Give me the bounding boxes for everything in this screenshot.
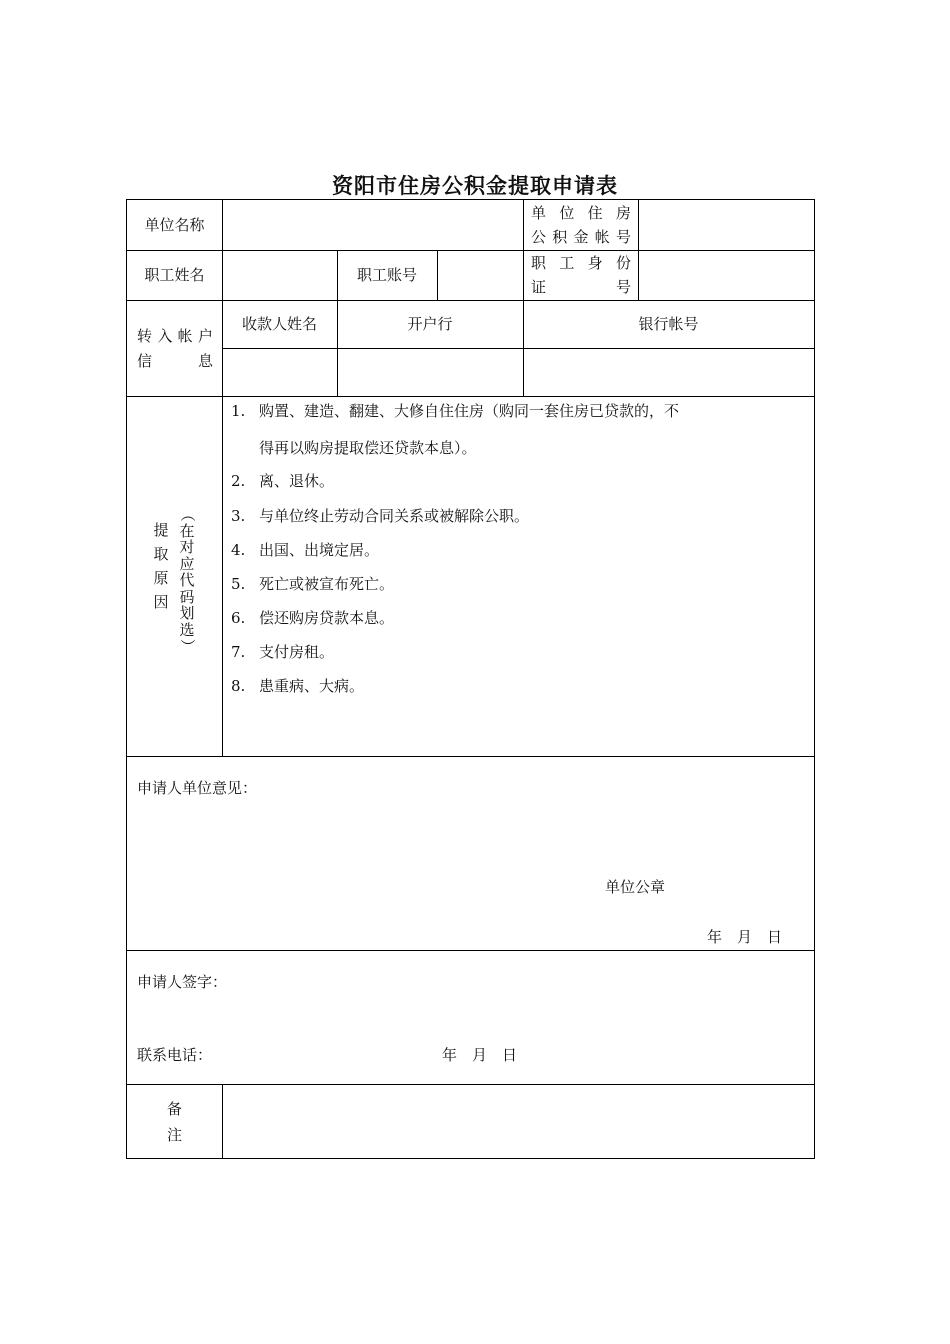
form-title: 资阳市住房公积金提取申请表 <box>332 173 618 198</box>
column-divider <box>222 396 223 756</box>
reason-item[interactable]: 7. 支付房租。 <box>231 643 335 661</box>
reason-item[interactable]: 4. 出国、出境定居。 <box>231 541 380 559</box>
applicant-date: 年 月 日 <box>442 1046 518 1064</box>
applicant-signature-field[interactable] <box>237 971 537 993</box>
contact-phone-label: 联系电话： <box>137 1046 213 1064</box>
row-divider <box>127 1084 814 1085</box>
selection-note: （ 在 对 应 代 码 划 选 ） <box>178 506 197 654</box>
employee-account-field[interactable] <box>438 252 522 298</box>
row-divider <box>127 396 814 397</box>
fund-account-label-line1: 单位住房 <box>531 204 631 222</box>
fund-account-label-line2: 公积金帐号 <box>531 228 631 246</box>
employee-name-field[interactable] <box>223 252 336 298</box>
withdrawal-reason-label: 提 取 原 因 <box>153 521 169 611</box>
fund-account-field[interactable] <box>639 202 813 248</box>
payee-name-header: 收款人姓名 <box>241 315 317 333</box>
id-number-field[interactable] <box>639 252 813 298</box>
remarks-field[interactable] <box>223 1086 813 1157</box>
contact-phone-field[interactable] <box>217 1044 417 1066</box>
unit-opinion-label: 申请人单位意见： <box>137 779 258 797</box>
unit-name-label: 单位名称 <box>144 216 205 234</box>
reason-item[interactable]: 2. 离、退休。 <box>231 472 335 490</box>
row-divider <box>127 250 814 251</box>
reason-item-continuation: 得再以购房提取偿还贷款本息）。 <box>259 439 477 457</box>
reason-item[interactable]: 8. 患重病、大病。 <box>231 677 365 695</box>
unit-opinion-field[interactable] <box>137 805 797 865</box>
row-divider <box>127 756 814 757</box>
applicant-signature-label: 申请人签字： <box>137 973 228 991</box>
remarks-label-line2: 注 <box>166 1126 182 1144</box>
reason-item[interactable]: 3. 与单位终止劳动合同关系或被解除公职。 <box>231 507 530 525</box>
reason-item[interactable]: 6. 偿还购房贷款本息。 <box>231 609 395 627</box>
transfer-account-label-line1: 转入帐户 <box>137 327 213 345</box>
id-number-label-line1: 职工身份 <box>531 254 631 272</box>
bank-account-field[interactable] <box>524 350 813 394</box>
bank-header: 开户行 <box>407 315 453 333</box>
bank-field[interactable] <box>338 350 522 394</box>
employee-name-label: 职工姓名 <box>144 266 205 284</box>
row-divider <box>127 300 814 301</box>
unit-stamp-label: 单位公章 <box>605 878 666 896</box>
unit-opinion-date: 年 月 日 <box>707 928 783 946</box>
row-divider <box>127 950 814 951</box>
remarks-label-line1: 备 <box>166 1100 182 1118</box>
column-divider <box>523 200 524 300</box>
id-number-label-line2: 证号 <box>531 278 631 296</box>
bank-account-header: 银行帐号 <box>638 315 699 333</box>
transfer-account-label-line2: 信息 <box>137 352 213 370</box>
reason-item[interactable]: 1. 购置、建造、翻建、大修自住住房（购同一套住房已贷款的，不 <box>231 402 680 420</box>
payee-name-field[interactable] <box>223 350 336 394</box>
employee-account-label: 职工账号 <box>356 266 417 284</box>
unit-name-field[interactable] <box>223 202 522 248</box>
row-divider <box>222 348 814 349</box>
application-form-table <box>126 199 815 1159</box>
reason-item[interactable]: 5. 死亡或被宣布死亡。 <box>231 575 395 593</box>
